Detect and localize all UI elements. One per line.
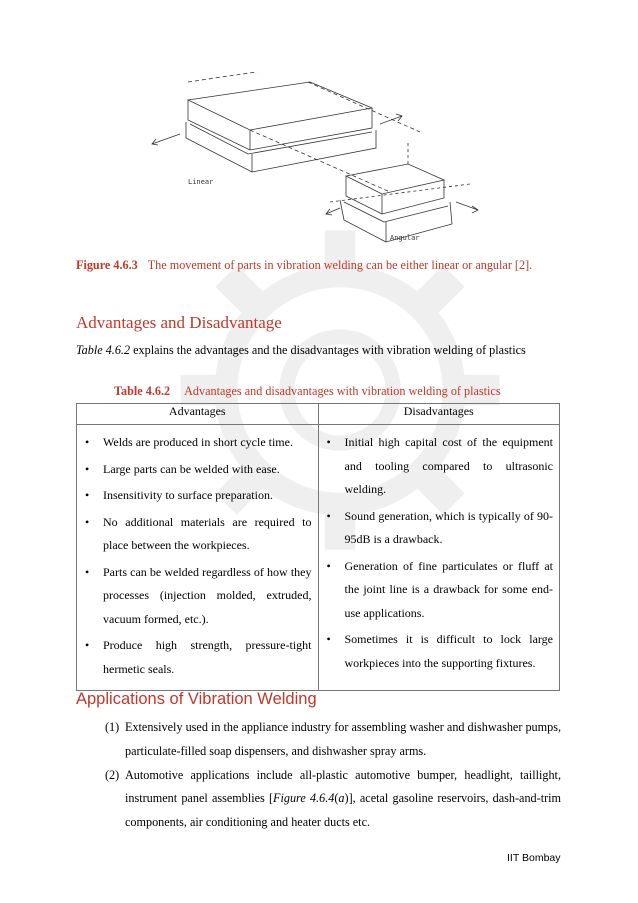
item-text-after: ], acetal gasoline reservoirs, dash-and-trim components, air conditioning and heater ducts etc. <box>125 791 562 830</box>
bullet-icon: • <box>326 632 331 646</box>
disadvantages-header: Disadvantages <box>318 404 560 425</box>
bullet-icon: • <box>326 508 331 523</box>
figure-caption-text: The movement of parts in vibration welding can be either linear or angular [2]. <box>147 258 533 272</box>
vibration-welding-figure <box>140 72 500 247</box>
footer-institution: IIT Bombay <box>507 852 561 864</box>
disadvantages-cell <box>318 425 560 691</box>
figure-sub-reference: a <box>338 791 345 806</box>
list-item-text: Initial high capital cost of the equipment and tooling compared to ultrasonic welding. <box>344 435 553 496</box>
bullet-icon: • <box>85 488 90 502</box>
table-caption <box>114 384 501 399</box>
figure-number: Figure 4.6.3 <box>76 258 138 272</box>
list-item <box>83 561 312 632</box>
advantages-heading: Advantages and Disadvantage <box>76 313 282 332</box>
list-item <box>83 634 312 681</box>
figure-caption <box>76 258 532 273</box>
list-item <box>105 764 561 835</box>
linear-label: Linear <box>188 178 214 186</box>
bullet-icon: • <box>85 638 90 652</box>
list-item <box>325 628 554 675</box>
disadvantages-list <box>325 431 554 675</box>
table-number: Table 4.6.2 <box>114 384 171 398</box>
angular-label: Angular <box>390 234 420 242</box>
bullet-icon: • <box>85 514 90 529</box>
advantages-list <box>83 431 312 681</box>
list-item-text: No additional materials are required to place between the workpieces. <box>103 514 312 552</box>
list-item <box>83 511 312 558</box>
list-item-text: Generation of fine particulates or fluff at the joint line is a drawback for some end-use applications. <box>344 558 553 620</box>
bullet-icon: • <box>326 558 331 573</box>
applications-heading: Applications of Vibration Welding <box>76 690 317 708</box>
list-item <box>105 716 561 764</box>
item-text: Extensively used in the appliance industry for assembling washer and dishwasher pumps, particulate-filled soap dispensers, and dishwasher spray arms. <box>125 720 561 758</box>
list-item <box>83 431 312 455</box>
bullet-icon: • <box>85 461 90 476</box>
list-item <box>325 505 554 552</box>
advantages-header: Advantages <box>77 404 319 425</box>
applications-list <box>105 716 561 835</box>
list-item-text: Welds are produced in short cycle time. <box>103 435 293 449</box>
list-item-text: Parts can be welded regardless of how they processes (injection molded, extruded, vacuum formed, etc.). <box>103 564 312 626</box>
list-item <box>83 458 312 482</box>
table-caption-text: Advantages and disadvantages with vibration welding of plastics <box>184 384 501 398</box>
figure-reference: Figure 4.6.4 <box>273 791 335 806</box>
item-number: (1) <box>105 720 120 734</box>
list-item <box>325 431 554 502</box>
ref-open: ( <box>334 791 339 806</box>
list-item-text: Sometimes it is difficult to lock large workpieces into the supporting fixtures. <box>344 632 553 670</box>
list-item-text: Sound generation, which is typically of 90-95dB is a drawback. <box>344 508 553 546</box>
advantages-intro <box>76 343 526 358</box>
advantages-cell <box>77 425 319 691</box>
ref-close: ) <box>344 791 349 806</box>
item-text-before: Automotive applications include all-plastic automotive bumper, headlight, taillight, instrument panel assemblies [ <box>125 767 561 806</box>
bullet-icon: • <box>326 435 331 449</box>
list-item-text: Large parts can be welded with ease. <box>103 461 280 476</box>
bullet-icon: • <box>85 435 90 449</box>
intro-text: explains the advantages and the disadvantages with vibration welding of plastics <box>130 343 526 357</box>
advantages-table <box>76 403 560 691</box>
list-item-text: Insensitivity to surface preparation. <box>103 488 273 502</box>
list-item <box>325 555 554 626</box>
list-item <box>83 484 312 508</box>
table-reference: Table 4.6.2 <box>76 343 131 357</box>
bullet-icon: • <box>85 564 90 579</box>
list-item-text: Produce high strength, pressure-tight hermetic seals. <box>103 638 312 676</box>
item-number: (2) <box>105 767 120 782</box>
